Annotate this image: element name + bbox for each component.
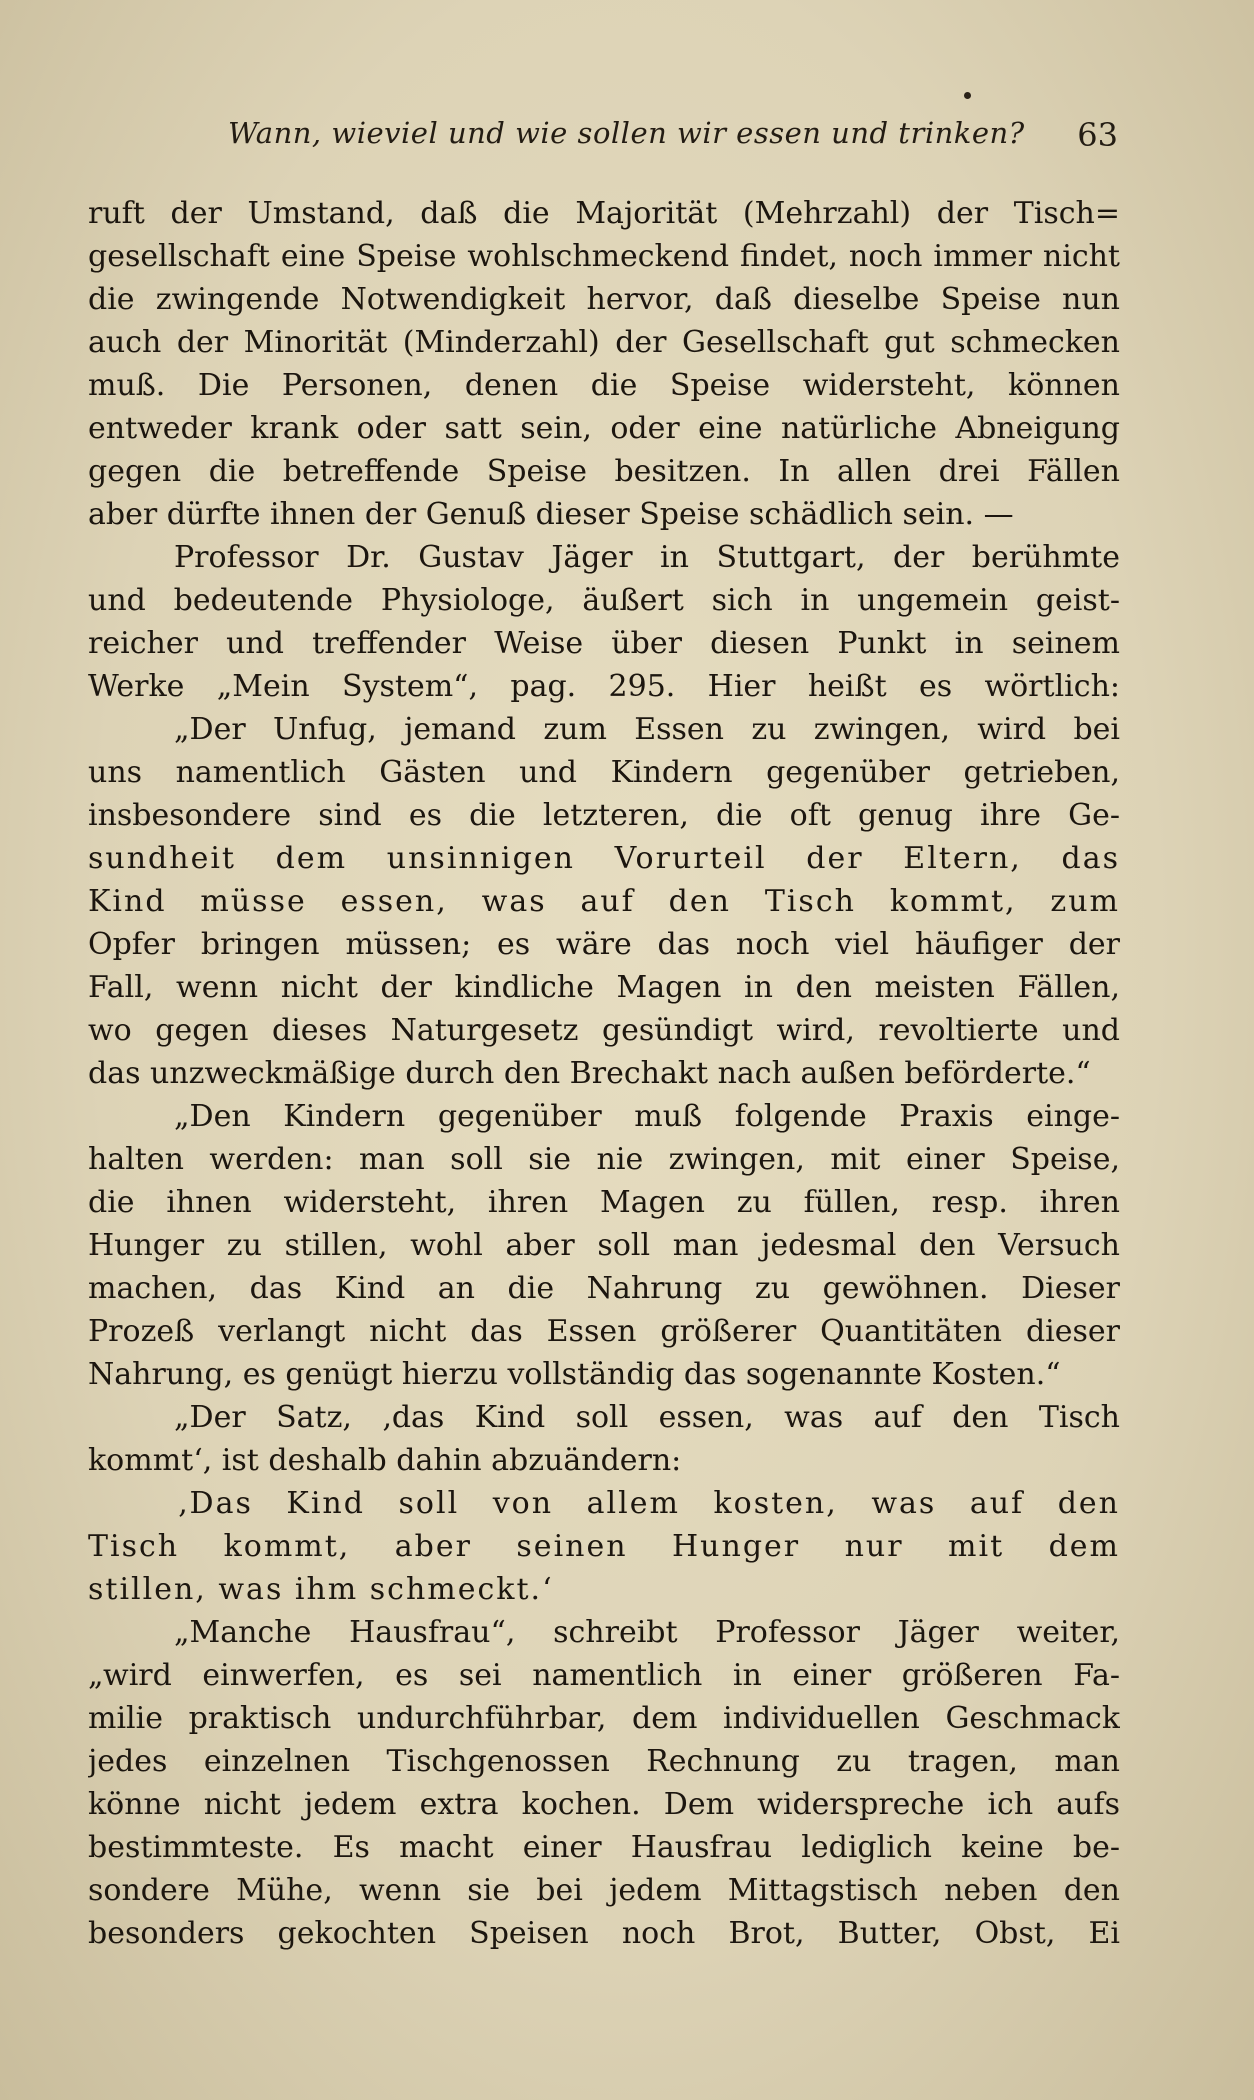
text-line: „Den Kindern gegenüber muß folgende Praxis einge-: [174, 1099, 1120, 1134]
text-line: bestimmteste. Es macht einer Hausfrau lediglich keine be-: [88, 1830, 1120, 1865]
text-line: besonders gekochten Speisen noch Brot, Butter, Obst, Ei: [88, 1916, 1120, 1951]
text-line: uns namentlich Gästen und Kindern gegenüber getrieben,: [88, 755, 1120, 790]
text-line: insbesondere sind es die letzteren, die oft genug ihre Ge-: [88, 798, 1120, 833]
text-line: Hunger zu stillen, wohl aber soll man jedesmal den Versuch: [88, 1228, 1120, 1263]
page-header: [88, 108, 1128, 168]
text-line: auch der Minorität (Minderzahl) der Gesellschaft gut schmecken: [88, 325, 1120, 360]
text-line: reicher und treffender Weise über diesen Punkt in seinem: [88, 626, 1120, 661]
text-line: sondere Mühe, wenn sie bei jedem Mittagstisch neben den: [88, 1873, 1120, 1908]
text-line: halten werden: man soll sie nie zwingen, mit einer Speise,: [88, 1142, 1120, 1177]
ink-dot: [964, 92, 971, 99]
text-line: entweder krank oder satt sein, oder eine natürliche Abneigung: [88, 411, 1120, 446]
text-line: „Der Unfug, jemand zum Essen zu zwingen, wird bei: [174, 712, 1120, 747]
text-line: das unzweckmäßige durch den Brechakt nach außen beförderte.“: [88, 1056, 1091, 1091]
text-line: Kind müsse essen, was auf den Tisch kommt, zum: [88, 884, 1120, 919]
text-line: die zwingende Notwendigkeit hervor, daß dieselbe Speise nun: [88, 282, 1120, 317]
text-line: Fall, wenn nicht der kindliche Magen in den meisten Fällen,: [88, 970, 1120, 1005]
text-line: Tisch kommt, aber seinen Hunger nur mit dem: [88, 1529, 1120, 1564]
text-line: gesellschaft eine Speise wohlschmeckend findet, noch immer nicht: [88, 239, 1120, 274]
text-line: könne nicht jedem extra kochen. Dem widerspreche ich aufs: [88, 1787, 1120, 1822]
running-title: Wann, wieviel und wie sollen wir essen und trinken?: [228, 116, 1025, 150]
text-line: Opfer bringen müssen; es wäre das noch viel häufiger der: [88, 927, 1120, 962]
text-line: Werke „Mein System“, pag. 295. Hier heißt es wörtlich:: [88, 669, 1120, 704]
text-line: Nahrung, es genügt hierzu vollständig das sogenannte Kosten.“: [88, 1357, 1061, 1392]
text-line: milie praktisch undurchführbar, dem individuellen Geschmack: [88, 1701, 1120, 1736]
text-line: ruft der Umstand, daß die Majorität (Mehrzahl) der Tisch=: [88, 196, 1120, 231]
text-line: und bedeutende Physiologe, äußert sich in ungemein geist-: [88, 583, 1120, 618]
text-line: Prozeß verlangt nicht das Essen größerer Quantitäten dieser: [88, 1314, 1120, 1349]
text-line: gegen die betreffende Speise besitzen. In allen drei Fällen: [88, 454, 1120, 489]
text-line: „Manche Hausfrau“, schreibt Professor Jäger weiter,: [174, 1615, 1120, 1650]
text-line: stillen, was ihm schmeckt.‘: [88, 1572, 554, 1607]
text-line: „wird einwerfen, es sei namentlich in einer größeren Fa-: [88, 1658, 1120, 1693]
text-line: jedes einzelnen Tischgenossen Rechnung zu tragen, man: [88, 1744, 1120, 1779]
text-line: kommt‘, ist deshalb dahin abzuändern:: [88, 1443, 682, 1478]
page-number: 63: [1077, 116, 1118, 154]
text-line: aber dürfte ihnen der Genuß dieser Speise schädlich sein. —: [88, 497, 1014, 532]
text-line: muß. Die Personen, denen die Speise widersteht, können: [88, 368, 1120, 403]
text-line: ‚Das Kind soll von allem kosten, was auf den: [178, 1486, 1120, 1521]
body-text: [88, 192, 1120, 1955]
text-line: Professor Dr. Gustav Jäger in Stuttgart, der berühmte: [174, 540, 1120, 575]
text-line: sundheit dem unsinnigen Vorurteil der Eltern, das: [88, 841, 1120, 876]
text-line: die ihnen widersteht, ihren Magen zu füllen, resp. ihren: [88, 1185, 1120, 1220]
text-line: wo gegen dieses Naturgesetz gesündigt wird, revoltierte und: [88, 1013, 1120, 1048]
text-line: machen, das Kind an die Nahrung zu gewöhnen. Dieser: [88, 1271, 1120, 1306]
text-line: „Der Satz, ‚das Kind soll essen, was auf den Tisch: [174, 1400, 1120, 1435]
